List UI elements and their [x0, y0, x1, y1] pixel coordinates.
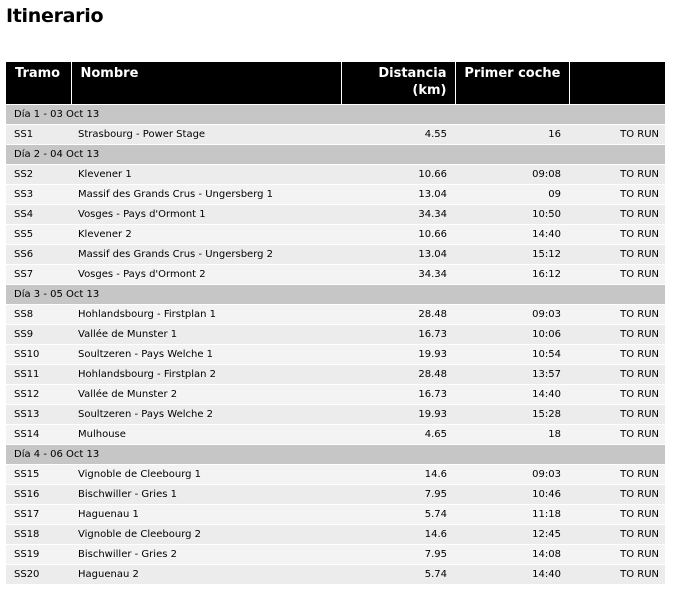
stage-distancia: 5.74 [341, 504, 455, 524]
stage-nombre: Vignoble de Cleebourg 2 [71, 524, 341, 544]
stage-row[interactable] [6, 544, 665, 564]
stage-primer-coche: 14:40 [455, 224, 569, 244]
stage-nombre: Haguenau 2 [71, 564, 341, 584]
stage-status: TO RUN [569, 464, 665, 484]
stage-status: TO RUN [569, 224, 665, 244]
stage-nombre: Vosges - Pays d'Ormont 2 [71, 264, 341, 284]
stage-primer-coche: 10:54 [455, 344, 569, 364]
stage-distancia: 28.48 [341, 304, 455, 324]
stage-distancia: 10.66 [341, 224, 455, 244]
stage-nombre: Massif des Grands Crus - Ungersberg 1 [71, 184, 341, 204]
stage-row[interactable] [6, 184, 665, 204]
stage-status: TO RUN [569, 424, 665, 444]
stage-tramo: SS20 [6, 564, 71, 584]
stage-distancia: 7.95 [341, 544, 455, 564]
stage-nombre: Vallée de Munster 2 [71, 384, 341, 404]
stage-row[interactable] [6, 344, 665, 364]
stage-nombre: Klevener 2 [71, 224, 341, 244]
stage-primer-coche: 15:28 [455, 404, 569, 424]
stage-status: TO RUN [569, 204, 665, 224]
stage-row[interactable] [6, 564, 665, 584]
stage-row[interactable] [6, 404, 665, 424]
stage-tramo: SS6 [6, 244, 71, 264]
stage-status: TO RUN [569, 564, 665, 584]
stage-distancia: 7.95 [341, 484, 455, 504]
stage-tramo: SS1 [6, 124, 71, 144]
stage-status: TO RUN [569, 504, 665, 524]
stage-status: TO RUN [569, 384, 665, 404]
stage-distancia: 10.66 [341, 164, 455, 184]
stage-nombre: Soultzeren - Pays Welche 1 [71, 344, 341, 364]
stage-row[interactable] [6, 304, 665, 324]
stage-distancia: 14.6 [341, 524, 455, 544]
stage-nombre: Strasbourg - Power Stage [71, 124, 341, 144]
stage-distancia: 13.04 [341, 244, 455, 264]
stage-tramo: SS17 [6, 504, 71, 524]
stage-primer-coche: 18 [455, 424, 569, 444]
stage-tramo: SS13 [6, 404, 71, 424]
stage-row[interactable] [6, 504, 665, 524]
stage-tramo: SS7 [6, 264, 71, 284]
stage-primer-coche: 13:57 [455, 364, 569, 384]
header-primer-coche: Primer coche [455, 62, 569, 104]
header-status [569, 62, 665, 104]
header-distancia [341, 62, 455, 104]
stage-tramo: SS8 [6, 304, 71, 324]
stage-distancia: 34.34 [341, 264, 455, 284]
stage-tramo: SS9 [6, 324, 71, 344]
page-title: Itinerario [6, 5, 104, 27]
stage-primer-coche: 12:45 [455, 524, 569, 544]
stage-primer-coche: 09 [455, 184, 569, 204]
stage-status: TO RUN [569, 544, 665, 564]
stage-primer-coche: 10:06 [455, 324, 569, 344]
stage-status: TO RUN [569, 164, 665, 184]
stage-status: TO RUN [569, 184, 665, 204]
day-row [6, 104, 665, 124]
day-row [6, 444, 665, 464]
stage-distancia: 5.74 [341, 564, 455, 584]
stage-row[interactable] [6, 364, 665, 384]
stage-primer-coche: 09:08 [455, 164, 569, 184]
stage-nombre: Mulhouse [71, 424, 341, 444]
stage-row[interactable] [6, 524, 665, 544]
stage-distancia: 4.55 [341, 124, 455, 144]
stage-row[interactable] [6, 244, 665, 264]
stage-primer-coche: 10:46 [455, 484, 569, 504]
stage-nombre: Massif des Grands Crus - Ungersberg 2 [71, 244, 341, 264]
stage-status: TO RUN [569, 484, 665, 504]
stage-primer-coche: 16 [455, 124, 569, 144]
stage-distancia: 34.34 [341, 204, 455, 224]
stage-row[interactable] [6, 124, 665, 144]
stage-tramo: SS10 [6, 344, 71, 364]
stage-nombre: Bischwiller - Gries 1 [71, 484, 341, 504]
stage-status: TO RUN [569, 324, 665, 344]
stage-nombre: Hohlandsbourg - Firstplan 1 [71, 304, 341, 324]
stage-distancia: 16.73 [341, 384, 455, 404]
stage-primer-coche: 09:03 [455, 304, 569, 324]
stage-nombre: Haguenau 1 [71, 504, 341, 524]
stage-status: TO RUN [569, 364, 665, 384]
header-nombre: Nombre [71, 62, 341, 104]
stage-primer-coche: 14:40 [455, 384, 569, 404]
stage-distancia: 14.6 [341, 464, 455, 484]
day-row [6, 144, 665, 164]
stage-primer-coche: 15:12 [455, 244, 569, 264]
stage-primer-coche: 14:08 [455, 544, 569, 564]
stage-tramo: SS3 [6, 184, 71, 204]
stage-tramo: SS18 [6, 524, 71, 544]
stage-row[interactable] [6, 424, 665, 444]
stage-nombre: Bischwiller - Gries 2 [71, 544, 341, 564]
stage-primer-coche: 10:50 [455, 204, 569, 224]
stage-tramo: SS11 [6, 364, 71, 384]
header-tramo: Tramo [6, 62, 71, 104]
stage-nombre: Vallée de Munster 1 [71, 324, 341, 344]
day-label: Día 1 - 03 Oct 13 [6, 104, 665, 124]
stage-tramo: SS15 [6, 464, 71, 484]
stage-primer-coche: 11:18 [455, 504, 569, 524]
stage-primer-coche: 09:03 [455, 464, 569, 484]
stage-status: TO RUN [569, 304, 665, 324]
stage-row[interactable] [6, 164, 665, 184]
stage-status: TO RUN [569, 404, 665, 424]
stage-tramo: SS16 [6, 484, 71, 504]
day-label: Día 2 - 04 Oct 13 [6, 144, 665, 164]
itinerary-table [6, 62, 665, 584]
stage-status: TO RUN [569, 524, 665, 544]
day-row [6, 284, 665, 304]
stage-tramo: SS4 [6, 204, 71, 224]
stage-nombre: Vosges - Pays d'Ormont 1 [71, 204, 341, 224]
header-distancia-unit: (km) [412, 83, 447, 98]
day-label: Día 3 - 05 Oct 13 [6, 284, 665, 304]
stage-row[interactable] [6, 264, 665, 284]
stage-row[interactable] [6, 464, 665, 484]
stage-distancia: 19.93 [341, 404, 455, 424]
stage-distancia: 28.48 [341, 364, 455, 384]
stage-tramo: SS19 [6, 544, 71, 564]
day-label: Día 4 - 06 Oct 13 [6, 444, 665, 464]
stage-row[interactable] [6, 224, 665, 244]
header-distancia-label: Distancia [378, 66, 447, 81]
stage-status: TO RUN [569, 124, 665, 144]
stage-distancia: 4.65 [341, 424, 455, 444]
table-header [6, 62, 665, 104]
stage-tramo: SS5 [6, 224, 71, 244]
stage-nombre: Hohlandsbourg - Firstplan 2 [71, 364, 341, 384]
stage-row[interactable] [6, 204, 665, 224]
stage-row[interactable] [6, 324, 665, 344]
stage-row[interactable] [6, 484, 665, 504]
stage-nombre: Klevener 1 [71, 164, 341, 184]
stage-distancia: 19.93 [341, 344, 455, 364]
stage-status: TO RUN [569, 264, 665, 284]
stage-nombre: Vignoble de Cleebourg 1 [71, 464, 341, 484]
stage-tramo: SS12 [6, 384, 71, 404]
stage-tramo: SS14 [6, 424, 71, 444]
stage-status: TO RUN [569, 344, 665, 364]
stage-distancia: 13.04 [341, 184, 455, 204]
stage-nombre: Soultzeren - Pays Welche 2 [71, 404, 341, 424]
stage-primer-coche: 14:40 [455, 564, 569, 584]
stage-row[interactable] [6, 384, 665, 404]
stage-distancia: 16.73 [341, 324, 455, 344]
table-body [6, 104, 665, 584]
stage-status: TO RUN [569, 244, 665, 264]
header-row [6, 62, 665, 104]
stage-tramo: SS2 [6, 164, 71, 184]
stage-primer-coche: 16:12 [455, 264, 569, 284]
